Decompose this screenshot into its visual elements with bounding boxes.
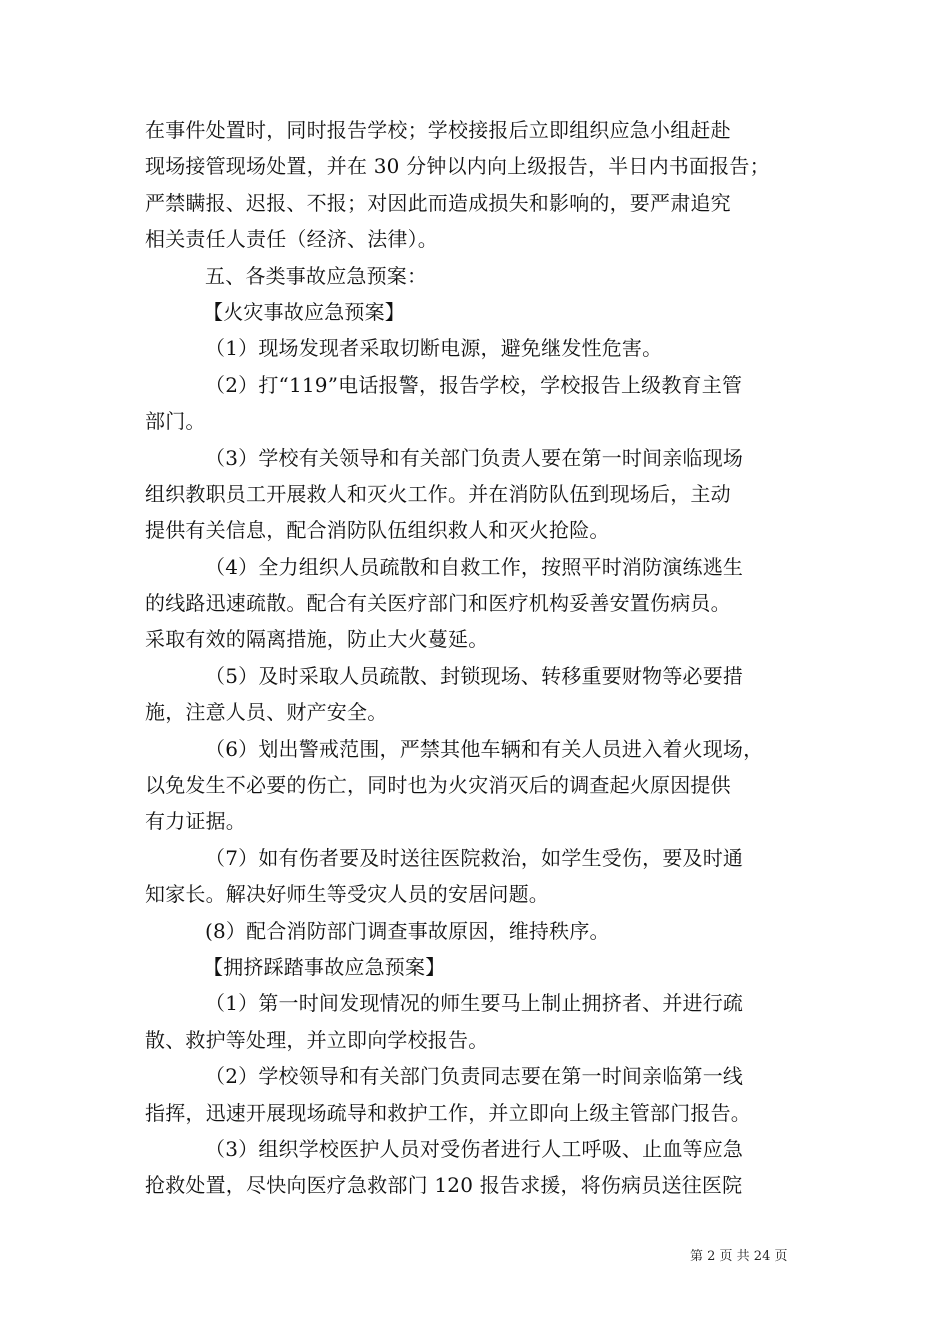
text-line: 有力证据。 — [145, 809, 246, 834]
section-heading: 五、各类事故应急预案： — [205, 263, 428, 288]
text-line: （3）组织学校医护人员对受伤者进行人工呼吸、止血等应急 — [205, 1136, 744, 1161]
body-text — [145, 112, 810, 1204]
text-line: （2）打“119”电话报警，报告学校，学校报告上级教育主管 — [205, 372, 743, 397]
text-line: 组织教职员工开展救人和灭火工作。并在消防队伍到现场后，主动 — [145, 481, 731, 506]
subsection-heading: 【火灾事故应急预案】 — [203, 299, 405, 324]
text-line: （1）第一时间发现情况的师生要马上制止拥挤者、并进行疏 — [205, 991, 744, 1016]
text-line: （2）学校领导和有关部门负责同志要在第一时间亲临第一线 — [205, 1064, 744, 1089]
text-line: (8）配合消防部门调查事故原因，维持秩序。 — [205, 918, 610, 943]
text-line: 相关责任人责任（经济、法律）。 — [145, 227, 438, 252]
text-line: 采取有效的隔离措施，防止大火蔓延。 — [145, 627, 489, 652]
text-line: 严禁瞒报、迟报、不报；对因此而造成损失和影响的，要严肃追究 — [145, 190, 731, 215]
text-line: 在事件处置时，同时报告学校；学校接报后立即组织应急小组赶赴 — [145, 118, 731, 142]
text-line: 指挥，迅速开展现场疏导和救护工作，并立即向上级主管部门报告。 — [145, 1100, 751, 1125]
text-line: 现场接管现场处置，并在 30 分钟以内向上级报告，半日内书面报告； — [145, 154, 770, 179]
text-line: 散、救护等处理，并立即向学校报告。 — [145, 1027, 489, 1052]
text-line: 以免发生不必要的伤亡，同时也为火灾消灭后的调查起火原因提供 — [145, 773, 731, 798]
text-line: 抢救处置，尽快向医疗急救部门 120 报告求援，将伤病员送往医院 — [145, 1173, 743, 1198]
text-line: 的线路迅速疏散。配合有关医疗部门和医疗机构妥善安置伤病员。 — [145, 591, 731, 616]
text-line: （5）及时采取人员疏散、封锁现场、转移重要财物等必要措 — [205, 663, 744, 688]
page-number-footer: 第 2 页 共 24 页 — [690, 1249, 788, 1264]
text-line: 知家长。解决好师生等受灾人员的安居问题。 — [145, 882, 549, 907]
text-line: （7）如有伤者要及时送往医院救治，如学生受伤，要及时通 — [205, 845, 744, 870]
text-line: 施，注意人员、财产安全。 — [145, 700, 388, 725]
text-line: （4）全力组织人员疏散和自救工作，按照平时消防演练逃生 — [205, 554, 744, 579]
text-line: 部门。 — [145, 409, 206, 434]
text-line: （6）划出警戒范围，严禁其他车辆和有关人员进入着火现场， — [205, 736, 764, 761]
text-line: （3）学校有关领导和有关部门负责人要在第一时间亲临现场 — [205, 445, 744, 470]
text-line: 提供有关信息，配合消防队伍组织救人和灭火抢险。 — [145, 518, 610, 543]
subsection-heading: 【拥挤踩踏事故应急预案】 — [203, 954, 446, 979]
text-line: （1）现场发现者采取切断电源，避免继发性危害。 — [205, 336, 663, 361]
